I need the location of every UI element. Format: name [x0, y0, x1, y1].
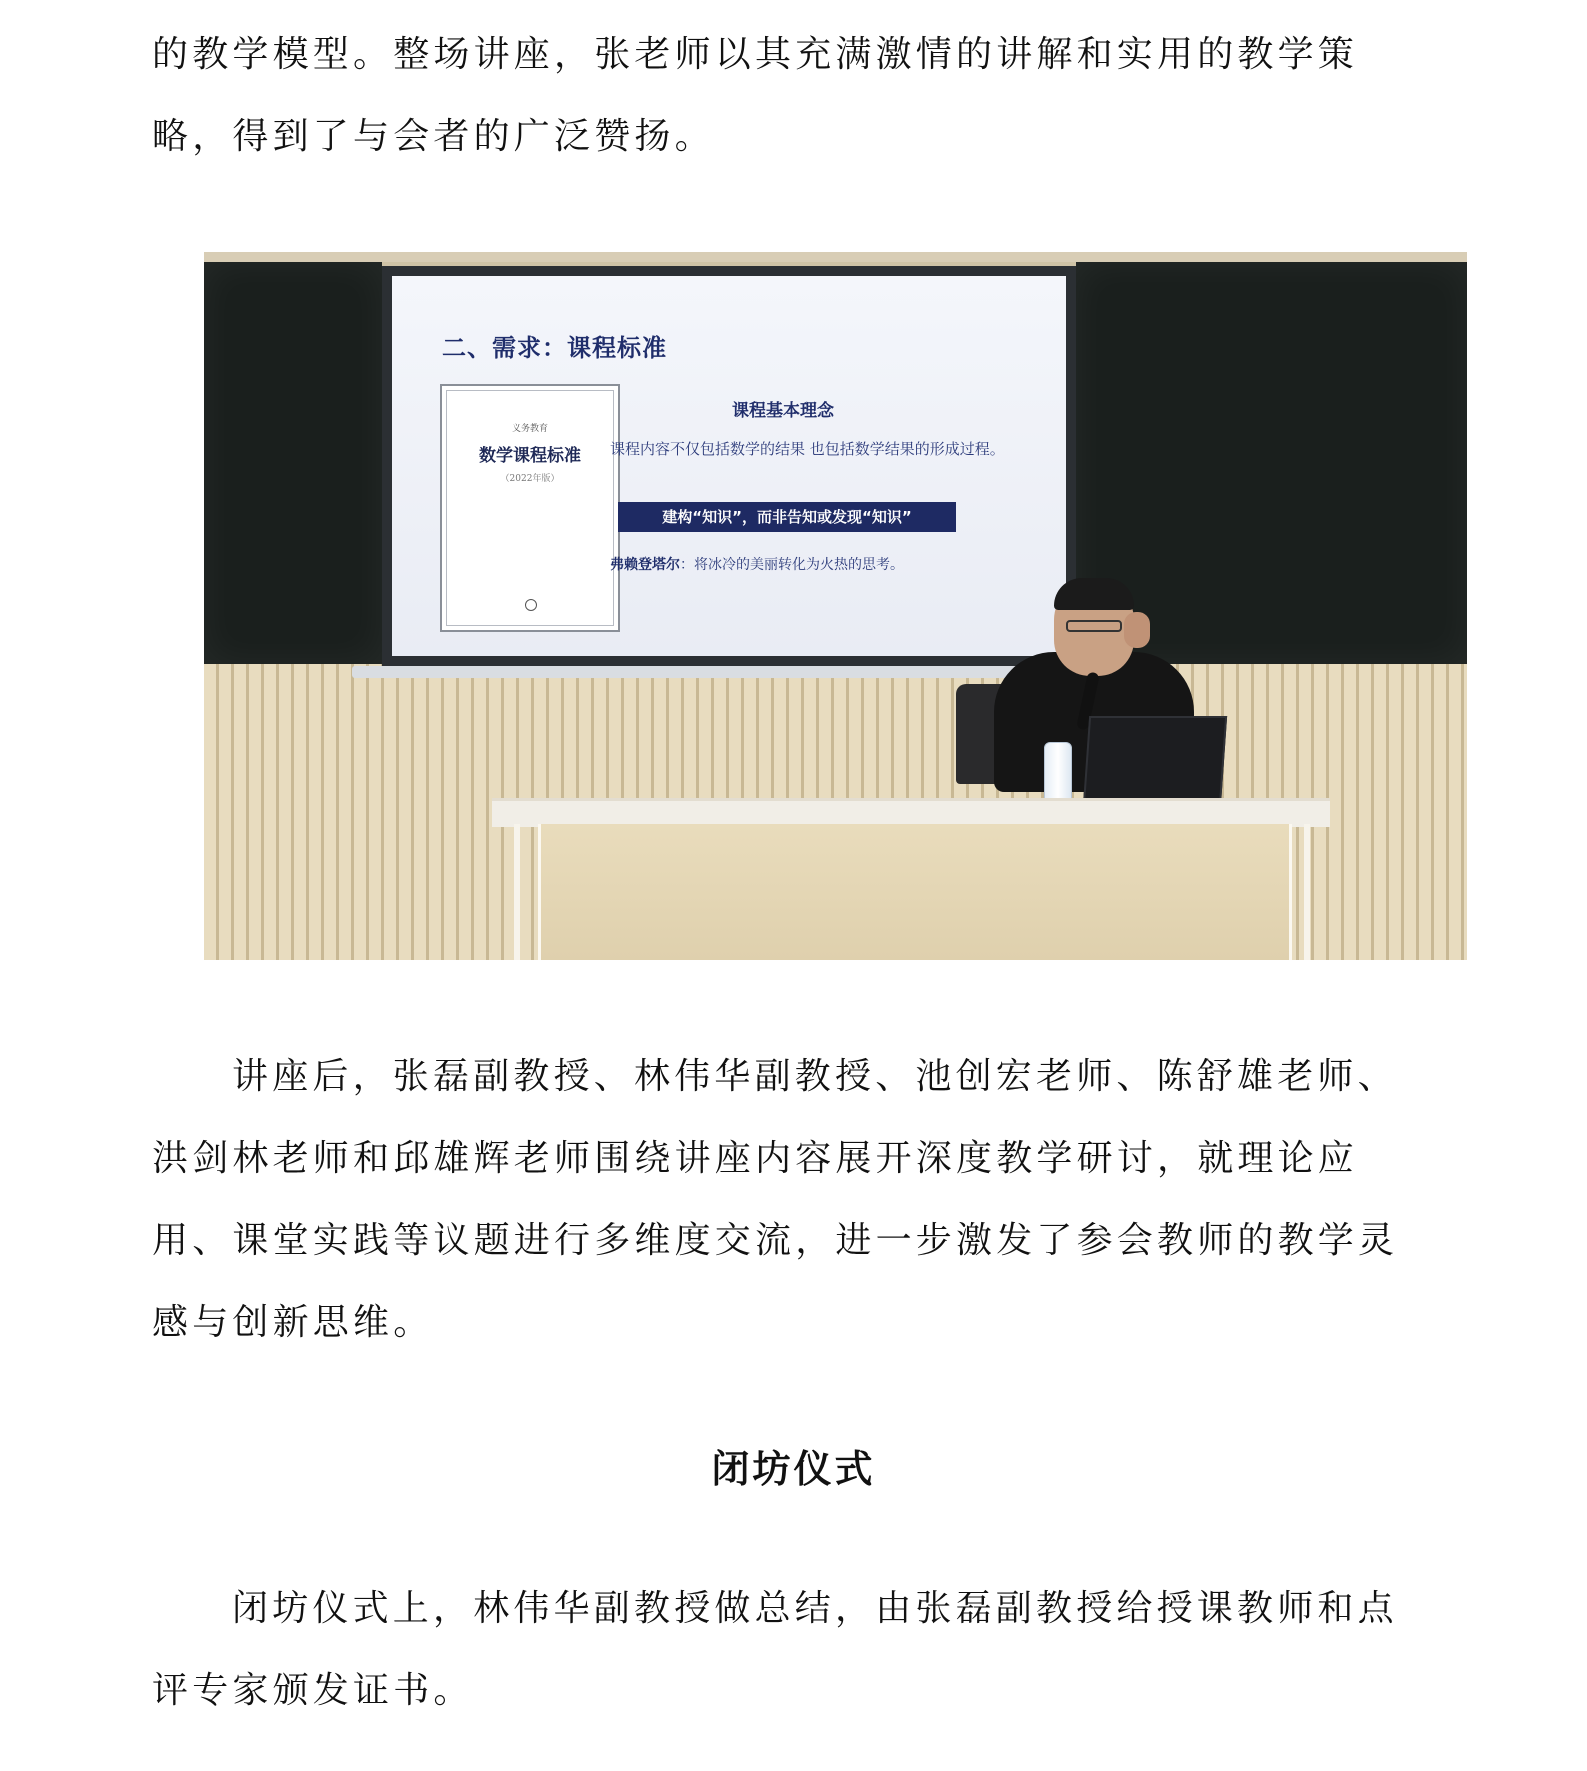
book-title: 数学课程标准: [479, 446, 581, 466]
presenter-hand: [1124, 612, 1150, 648]
blackboard-right: [1076, 262, 1467, 664]
display-screen: [382, 266, 1076, 666]
presentation-slide: [392, 276, 1066, 656]
paragraph-closing-ceremony: 闭坊仪式上，林伟华副教授做总结，由张磊副教授给授课教师和点评专家颁发证书。: [152, 1588, 1398, 1711]
paragraph-discussion: 讲座后，张磊副教授、林伟华副教授、池创宏老师、陈舒雄老师、洪剑林老师和邱雄辉老师围绕讲座内容展开深度教学研讨，就理论应用、课堂实践等议题进行多维度交流，进一步激发了参会教师的教学灵感与创新思维。: [152, 1056, 1399, 1343]
laptop-icon: [1083, 716, 1227, 806]
quote-text: ：将冰冷的美丽转化为火热的思考。: [680, 557, 904, 573]
glasses-icon: [1066, 620, 1122, 632]
lecture-photo: [204, 252, 1467, 960]
presenter-hair: [1054, 578, 1134, 610]
ceiling: [204, 252, 1467, 262]
desk-leg-right: [1304, 824, 1310, 960]
slide-highlight-box: 建构“知识”，而非告知或发现“知识”: [618, 502, 956, 532]
blackboard-left: [204, 262, 382, 664]
section-heading: 闭坊仪式: [711, 1447, 876, 1491]
book-cover-image: [440, 384, 620, 632]
book-edition: （2022年版）: [500, 474, 560, 484]
slide-quote: [610, 554, 904, 574]
quote-author: 弗赖登塔尔: [610, 557, 680, 573]
desk-front: [538, 824, 1292, 960]
book-series: 义务教育: [511, 424, 548, 434]
desk-top: [492, 798, 1330, 827]
publisher-logo-icon: [525, 599, 537, 611]
slide-body-text: 课程内容不仅包括数学的结果 也包括数学结果的形成过程。: [610, 440, 1005, 458]
slide-subtitle: 课程基本理念: [732, 401, 834, 421]
slide-title: 二、需求：课程标准: [442, 334, 667, 362]
desk-leg-left: [514, 824, 520, 960]
paragraph-lecture-summary: 的教学模型。整场讲座，张老师以其充满激情的讲解和实用的教学策略，得到了与会者的广泛赞扬。: [152, 34, 1359, 157]
